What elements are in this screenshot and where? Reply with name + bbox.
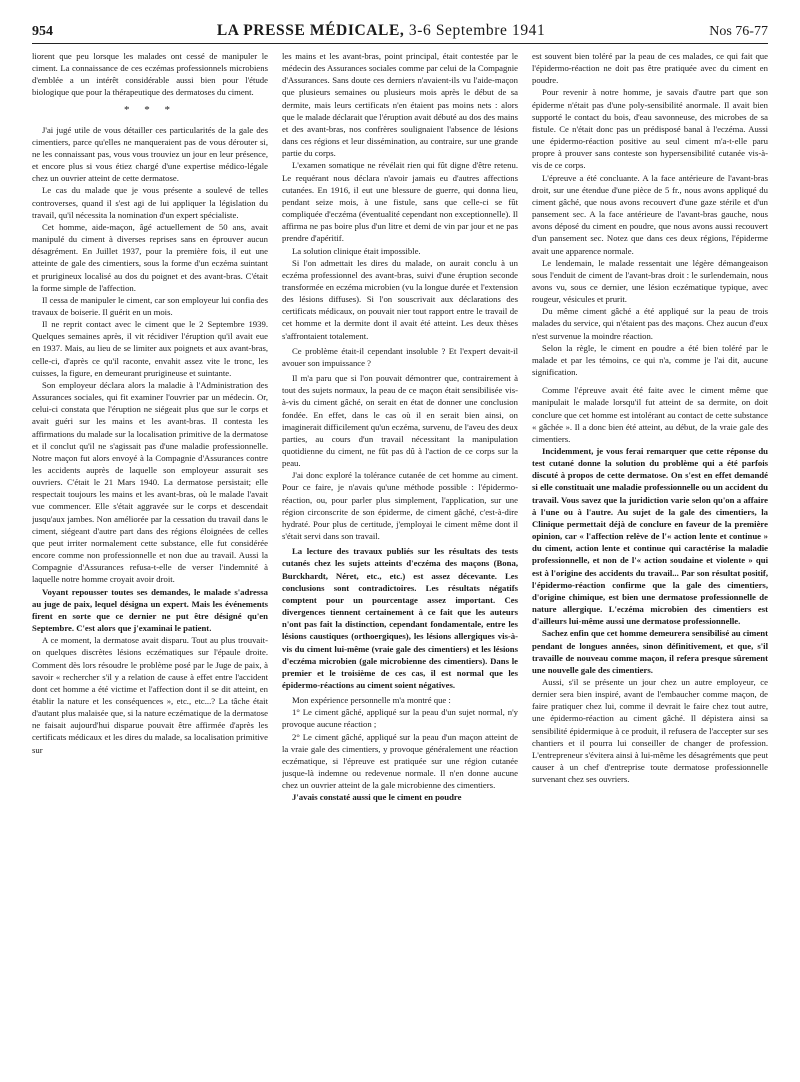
paragraph: La solution clinique était impossible.	[292, 245, 421, 256]
column-3	[532, 50, 768, 1074]
paragraph: La lecture des travaux publiés sur les résultats des tests cutanés chez les sujets atteints d'eczéma des maçons (Bona, Burckhardt, Néret, etc., etc.) est assez décevante. Les conclusions sont contradictoires. Les résultats négatifs comptent pour un pourcentage assez important. Ces divergences tiennent certainement à ce fait que les auteurs n'ont pas fait la distinction, cependant fondamentale, entre les lésions caustiques (orthoergiques), les lésions allergiques vis-à-vis du ciment lui-même (vraie gale des cimentiers) et les lésions d'eczéma microbien (gale microbienne des cimentiers). Dans le premier et le troisième de ces cas, il est normal que les épidermo-réactions au ciment soient négatives.	[282, 546, 518, 690]
page-header	[32, 10, 768, 44]
issue-number: Nos 76-77	[709, 24, 768, 39]
paragraph: 1° Le ciment gâché, appliqué sur la peau d'un sujet normal, n'y provoque aucune réaction ;	[282, 707, 518, 730]
paragraph: J'ai donc exploré la tolérance cutanée de cet homme au ciment. Pour ce faire, je n'avais qu'une méthode possible : l'épidermo-réaction, ou, pour parler plus simplement, l'application, sur une région circonscrite de son épiderme, de ciment gâché, c'est-à-dire hydraté. Pour plus de certitude, j'employai le ciment même dont il s'était servi dans son travail.	[282, 470, 518, 542]
paragraph: L'épreuve a été concluante. A la face antérieure de l'avant-bras droit, sur une étendue d'une pièce de 5 fr., nous avons appliqué du ciment gâché, que nous avons recouvert d'une gaze stérile et d'un pansement sec. A la face antérieure de l'avant-bras gauche, nous avons déposé du ciment en poudre, que nous avons aussi recouvert d'un pansement sec. Notez que dans ces deux régions, l'épiderme avait une apparence normale.	[532, 172, 768, 256]
paragraph: Cet homme, aide-maçon, âgé actuellement de 50 ans, avait manipulé du ciment à diverses reprises sans en éprouver aucun désagrément. En Juillet 1937, pour la première fois, il eut une atteinte de gale des cimentiers, sous la forme d'un eczéma suintant et prurigineux localisé au dos du poignet et des avant-bras. C'était la forme simple de l'affection.	[32, 221, 268, 293]
paragraph: est souvent bien toléré par la peau de ces malades, ce qui fait que l'épidermo-réaction ne doit pas être pratiquée avec du ciment en poudre.	[532, 51, 768, 86]
paragraph: Son employeur déclara alors la maladie à l'Administration des Assurances sociales, qui fit examiner l'ouvrier par un médecin. Or, celui-ci constata que l'éruption ne siégeait plus que sur le corps et avait guéri sur les mains et les avant-bras. Il contesta les affirmations du malade sur la localisation primitive de la dermatose et il conclut qu'il ne s'agissait pas d'une maladie professionnelle. Notre maçon fut alors envoyé à la Compagnie d'Assurances contre les accidents auprès de laquelle son employeur assurait ses ouvriers. C'était le 21 Mars 1940. La dermatose persistait; elle respectait toujours les mains et les avant-bras, où le malade l'avait vue commencer. Elle s'était aggravée sur le corps et descendait jusqu'aux jambes. Non améliorée par la cessation du travail dans le ciment, siégeant d'autre part dans des régions éloignées de celles que peut irriter normalement cette substance, elle fut considérée encore comme non professionnelle et non due au travail. Aussi la Compagnie d'Assurances refusa-t-elle de verser l'indemnité à laquelle notre homme croyait avoir droit.	[32, 379, 268, 585]
paragraph: Il cessa de manipuler le ciment, car son employeur lui confia des travaux de boiserie. Il guérit en un mois.	[32, 294, 268, 317]
paragraph: J'avais constaté aussi que le ciment en poudre	[292, 792, 462, 803]
paragraph: Aussi, s'il se présente un jour chez un autre employeur, ce dernier sera bien inspiré, avant de l'embaucher comme maçon, de faire pratiquer chez lui, comme il devrait le faire chez tout autre, une épidermo-réaction au ciment gâché. Il dépistera ainsi sa sensibilité épidermique à ce produit, il refusera de l'accepter sur ses chantiers et il pourra lui conseiller de changer de profession. L'entrepreneur s'évitera ainsi à lui-même les désagréments que peut causer à un chef d'entreprise toute dermatose professionnelle survenant chez ses ouvriers.	[532, 676, 768, 785]
journal-title: LA PRESSE MÉDICALE,	[216, 22, 405, 39]
paragraph: A ce moment, la dermatose avait disparu. Tout au plus trouvait-on quelques discrètes lésions eczématiques sur l'épaule droite. Comment dès lors résoudre le problème posé par le Juge de paix, à savoir « rechercher s'il y a relation de cause à effet entre l'accident dont cet homme a été victime et l'affection dont il se dit atteint, en établir la nature et les conséquences », etc., etc...? La tâche était d'autant plus malaisée que, si la nature eczématique de la dermatose ne faisait aujourd'hui disparue pouvait être affirmée d'après les certificats médicaux et les dires du malade, sa localisation primitive sur	[32, 635, 268, 755]
paragraph: 2° Le ciment gâché, appliqué sur la peau d'un maçon atteint de la vraie gale des cimentiers, y provoque généralement une réaction eczématique, si l'épreuve est pratiquée sur une région cutanée jusque-là indemne ou redevenue normale. Il n'en donne aucune chez un ouvrier atteint de la gale microbienne des cimentiers.	[282, 731, 518, 791]
paragraph: Il ne reprit contact avec le ciment que le 2 Septembre 1939. Quelques semaines après, il vit récidiver l'éruption qu'il avait eue en 1937. Mais, au lieu de se limiter aux poignets et aux avant-bras, celle-ci, d'après ce qu'il raconte, envahit assez vite le tronc, les cuisses, la figure, en demeurant prurigineuse et suintante.	[32, 319, 268, 378]
paragraph: Mon expérience personnelle m'a montré que :	[292, 695, 451, 706]
paragraph: Ce problème était-il cependant insoluble ? Et l'expert devait-il avouer son impuissance ?	[282, 345, 518, 368]
article-body	[32, 50, 768, 1074]
issue-date: 3-6 Septembre 1941	[408, 22, 546, 39]
paragraph: Du même ciment gâché a été appliqué sur la peau de trois malades du service, qui n'étaient pas des maçons. Chez aucun d'eux n'est survenue la moindre réaction.	[532, 306, 768, 341]
paragraph: Le lendemain, le malade ressentait une légère démangeaison sous l'enduit de ciment de l'avant-bras droit : le surlendemain, nous avons vu, sous ce dernier, une lésion eczématique typique, avec rougeur, vésicules et prurit.	[532, 257, 768, 305]
paragraph: Il m'a paru que si l'on pouvait démontrer que, contrairement à tout des sujets normaux, la peau de ce maçon était sensibilisée vis-à-vis du ciment gâché, on serait en état de donner une conclusion fondée. En effet, dans le cas où il en serait bien ainsi, on imaginerait difficilement qu'un eczéma, survenu, de l'aveu des deux parties, au cours d'un travail nécessitant la manipulation quotidienne du ciment, ne fût pas dû à l'action de ce corps sur la peau.	[282, 373, 518, 469]
paragraph: Pour revenir à notre homme, je savais d'autre part que son épiderme n'était pas d'une poly-sensibilité anormale. Il avait bien supporté le contact du bois, d'eau savonneuse, des microbes de sa fistule. Ce n'était donc pas un prédisposé banal à l'eczéma. Aussi une épidermo-réaction positive au seul ciment m'a-t-elle paru propre à prouver sans conteste son hypersensibilité cutanée vis-à-vis de ce corps.	[532, 87, 768, 171]
paragraph: Sachez enfin que cet homme demeurera sensibilisé au ciment pendant de longues années, sinon définitivement, et que, s'il travaille de nouveau comme maçon, il refera presque sûrement une nouvelle gale des cimentiers.	[532, 628, 768, 675]
paragraph: les mains et les avant-bras, point principal, était contestée par le médecin des Assurances sociales comme par celui de la Compagnie d'Assurances. Sans doute ces derniers n'avaient-ils vu l'aide-maçon que plusieurs semaines ou plusieurs mois après le début de sa dermite, mais leurs certificats n'en étaient pas moins nets : alors que le malade déclarait que l'éruption avait débuté au dos des mains et des avant-bras, nos confrères soulignaient l'absence de lésions dans ces régions et leur dissémination, au contraire, sur une grande partie du corps.	[282, 51, 518, 159]
column-2	[282, 50, 518, 1074]
paragraph: J'ai jugé utile de vous détailler ces particularités de la gale des cimentiers, parce qu'elles ne manqueraient pas de vous dérouter si, ne les connaissant pas, vous vous trouviez un jour en leur présence, et encore plus si vous étiez chargé d'une expertise médico-légale chez un ouvrier atteint de cette dermatose.	[32, 124, 268, 184]
column-1	[32, 50, 268, 1074]
paragraph: Si l'on admettait les dires du malade, on aurait conclu à un eczéma professionnel des avant-bras, suivi d'une éruption seconde transformée en eczéma microbien (vu la longue durée et l'extension des lésions diffuses). Si l'on souscrivait aux déclarations des certificats médicaux, on pouvait nier tout rapport entre le travail de cet homme et la dermite dont il avait été atteint. Les deux thèses s'affrontaient totalement.	[282, 257, 518, 341]
page-number: 954	[32, 24, 53, 39]
paragraph: liorent que peu lorsque les malades ont cessé de manipuler le ciment. La connaissance de ces eczémas professionnels microbiens d'emblée a un intérêt considérable aussi bien pour l'étude biologique que pour la thérapeutique des dermatoses du ciment.	[32, 51, 268, 98]
paragraph: Le cas du malade que je vous présente a soulevé de telles controverses, quand il s'est agi de lui appliquer la législation du travail, qu'il nécessita la nomination d'un expert spécialiste.	[32, 185, 268, 220]
section-separator: * * *	[124, 103, 176, 116]
journal-masthead	[217, 22, 546, 40]
paragraph: Voyant repousser toutes ses demandes, le malade s'adressa au juge de paix, lequel désigna un expert. Mais les événements firent en sorte que ce dernier ne put être désigné qu'en Septembre. C'est alors que j'examinai le patient.	[32, 586, 268, 634]
paragraph: Selon la règle, le ciment en poudre a été bien toléré par le malade et par les témoins, ce qui n'a, comme je l'ai dit, aucune signification.	[532, 342, 768, 378]
paragraph: L'examen somatique ne révélait rien qui fût digne d'être retenu. Le requérant nous déclara n'avoir jamais eu d'autres affections cutanées. En 1916, il eut une blessure de guerre, qui donna lieu, pendant seize mois, à une fistule, sans que celle-ci se fût compliquée d'eczéma (éventualité cependant non exceptionnelle). Il affirma ne pas boire plus d'un litre et demi de vin par jour et ne pas prendre d'apéritif.	[282, 160, 518, 244]
paragraph: Comme l'épreuve avait été faite avec le ciment même que manipulait le malade lorsqu'il fut atteint de sa dermite, on doit conclure que cet homme est intolérant au contact de cette substance « gâchée ». Il a donc bien été atteint, au début, de la vraie gale des cimentiers.	[532, 385, 768, 444]
paragraph: Incidemment, je vous ferai remarquer que cette réponse du test cutané donne la solution du problème qui a été parfois discuté à propos de cette dermatose. On s'est en effet demandé si elle constituait une maladie professionnelle ou un accident du travail. Vous savez que la juridiction varie selon qu'on a affaire à l'une ou à l'autre. Au sujet de la gale des cimentiers, la Clinique permettait déjà de conclure en faveur de la première opinion, car « l'affection relève de l'« action lente et continue » du ciment, action lente et continue qui caractérise la maladie professionnelle, et non de l'« action soudaine et violente » qui est à l'origine des accidents du travail... Par son résultat positif, l'épidermo-réaction confirme que la gale des cimentiers, d'origine chimique, est bien une dermatose professionnelle de nature allergique. L'eczéma microbien des cimentiers est d'ailleurs lui-même aussi une dermatose professionnelle.	[532, 446, 768, 627]
